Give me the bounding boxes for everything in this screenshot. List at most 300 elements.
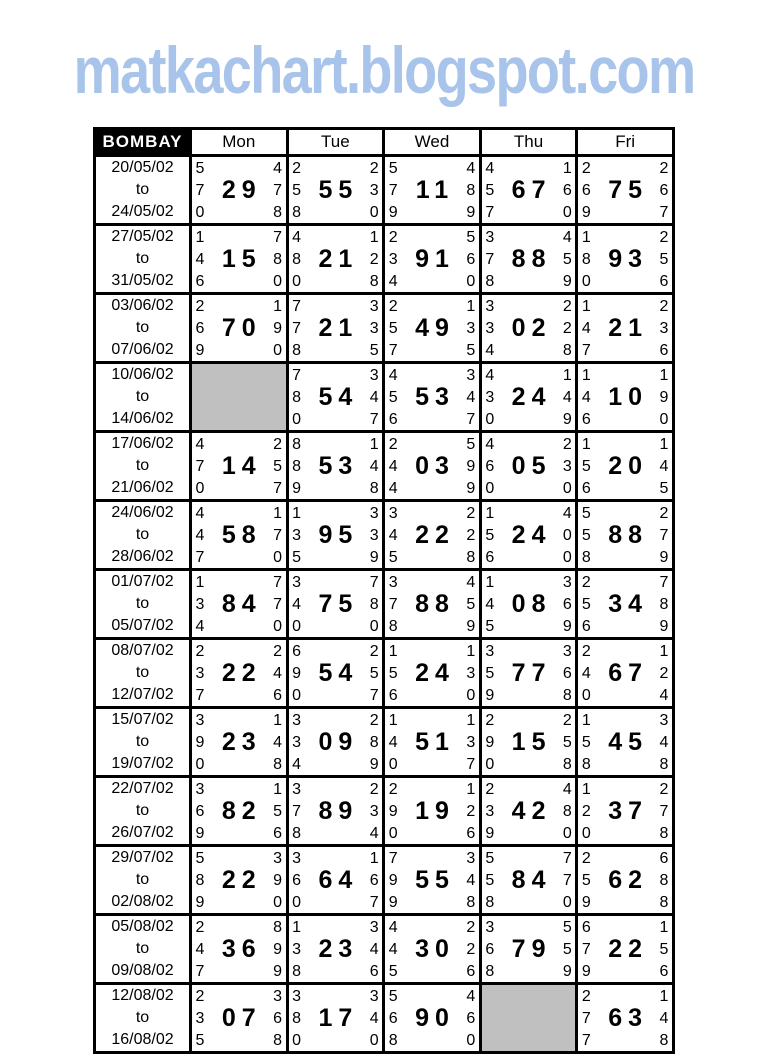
panna-digit: 2 xyxy=(581,642,591,660)
close-panna xyxy=(658,296,672,361)
result-cell-thu xyxy=(480,846,577,915)
panna-digit: 4 xyxy=(195,940,205,958)
open-panna xyxy=(482,779,496,844)
panna-digit: 7 xyxy=(485,250,495,268)
panna-digit: 2 xyxy=(659,297,669,315)
close-panna xyxy=(465,779,479,844)
panna-digit: 7 xyxy=(388,341,398,359)
panna-digit: 4 xyxy=(485,435,495,453)
day-header-wed: Wed xyxy=(384,129,481,156)
result-cell-tue xyxy=(287,984,384,1053)
panna-digit: 4 xyxy=(369,824,379,842)
panna-digit: 3 xyxy=(195,664,205,682)
panna-digit: 7 xyxy=(562,849,572,867)
week-date-range xyxy=(95,846,191,915)
panna-digit: 1 xyxy=(273,297,283,315)
close-panna xyxy=(658,434,672,499)
panna-digit: 3 xyxy=(562,642,572,660)
close-panna xyxy=(272,296,286,361)
panna-digit: 5 xyxy=(388,388,398,406)
panna-digit: 3 xyxy=(659,319,669,337)
panna-digit: 2 xyxy=(581,802,591,820)
panna-digit: 6 xyxy=(485,457,495,475)
panna-digit: 2 xyxy=(485,780,495,798)
panna-digit: 8 xyxy=(292,962,302,980)
open-panna xyxy=(192,296,206,361)
result-cell-content xyxy=(482,158,576,223)
panna-digit: 5 xyxy=(466,341,476,359)
panna-digit: 8 xyxy=(485,962,495,980)
jodi-number: 53 xyxy=(415,382,455,411)
jodi-number: 70 xyxy=(221,313,262,342)
result-cell-wed xyxy=(384,915,481,984)
panna-digit: 4 xyxy=(292,755,302,773)
panna-digit: 5 xyxy=(562,940,572,958)
result-cell-wed xyxy=(384,570,481,639)
panna-digit: 1 xyxy=(369,849,379,867)
week-date-range xyxy=(95,501,191,570)
result-cell-mon xyxy=(191,156,288,225)
panna-digit: 4 xyxy=(659,457,669,475)
week-date-range xyxy=(95,777,191,846)
close-panna xyxy=(272,710,286,775)
open-panna xyxy=(482,710,496,775)
panna-digit: 4 xyxy=(388,366,398,384)
panna-digit: 6 xyxy=(369,871,379,889)
open-panna xyxy=(289,158,303,223)
result-cell-content xyxy=(578,503,672,568)
panna-digit: 5 xyxy=(273,457,283,475)
result-cell-content xyxy=(289,227,383,292)
result-cell-thu xyxy=(480,915,577,984)
panna-digit: 4 xyxy=(388,526,398,544)
panna-digit: 8 xyxy=(273,250,283,268)
panna-digit: 2 xyxy=(388,228,398,246)
result-cell-content xyxy=(482,503,576,568)
panna-digit: 0 xyxy=(562,203,572,221)
panna-digit: 5 xyxy=(369,664,379,682)
panna-digit: 5 xyxy=(581,595,591,613)
result-cell-content xyxy=(289,503,383,568)
panna-digit: 1 xyxy=(581,711,591,729)
day-header-thu: Thu xyxy=(480,129,577,156)
result-cell-fri xyxy=(577,708,674,777)
date-to: 14/06/02 xyxy=(111,410,174,427)
panna-digit: 8 xyxy=(369,479,379,497)
open-panna xyxy=(289,572,303,637)
panna-digit: 8 xyxy=(581,755,591,773)
open-panna xyxy=(578,434,592,499)
close-panna xyxy=(368,503,382,568)
panna-digit: 7 xyxy=(485,203,495,221)
panna-digit: 0 xyxy=(273,617,283,635)
panna-digit: 3 xyxy=(659,711,669,729)
panna-digit: 9 xyxy=(273,871,283,889)
panna-digit: 9 xyxy=(581,203,591,221)
panna-digit: 9 xyxy=(466,479,476,497)
panna-digit: 4 xyxy=(195,526,205,544)
close-panna xyxy=(465,572,479,637)
panna-digit: 5 xyxy=(485,181,495,199)
result-cell-fri xyxy=(577,432,674,501)
result-cell-wed xyxy=(384,984,481,1053)
close-panna xyxy=(561,158,575,223)
panna-digit: 0 xyxy=(195,479,205,497)
panna-digit: 0 xyxy=(195,755,205,773)
panna-digit: 4 xyxy=(562,780,572,798)
result-cell-wed xyxy=(384,294,481,363)
panna-digit: 9 xyxy=(273,319,283,337)
jodi-number: 75 xyxy=(608,175,649,204)
panna-digit: 8 xyxy=(273,918,283,936)
result-cell-content xyxy=(578,917,672,982)
panna-digit: 8 xyxy=(292,341,302,359)
result-cell-content xyxy=(482,572,576,637)
result-cell-mon xyxy=(191,432,288,501)
close-panna xyxy=(658,986,672,1051)
result-cell-content xyxy=(192,779,286,844)
result-cell-content xyxy=(482,710,576,775)
panna-digit: 8 xyxy=(195,871,205,889)
panna-digit: 0 xyxy=(369,1031,379,1049)
panna-digit: 8 xyxy=(485,272,495,290)
panna-digit: 5 xyxy=(562,250,572,268)
panna-digit: 4 xyxy=(562,228,572,246)
open-panna xyxy=(482,641,496,706)
close-panna xyxy=(368,434,382,499)
open-panna xyxy=(385,917,399,982)
result-cell-content xyxy=(385,779,479,844)
result-cell-wed xyxy=(384,639,481,708)
result-cell-mon xyxy=(191,846,288,915)
open-panna xyxy=(289,641,303,706)
jodi-number: 29 xyxy=(221,175,262,204)
panna-digit: 3 xyxy=(485,319,495,337)
header-row xyxy=(95,129,674,156)
result-cell-fri xyxy=(577,984,674,1053)
result-cell-content xyxy=(578,365,672,430)
panna-digit: 6 xyxy=(388,410,398,428)
site-title: matkachart.blogspot.com xyxy=(73,33,695,107)
panna-digit: 4 xyxy=(485,159,495,177)
date-to-word: to xyxy=(135,733,150,750)
panna-digit: 4 xyxy=(195,617,205,635)
open-panna xyxy=(289,227,303,292)
panna-digit: 3 xyxy=(292,987,302,1005)
open-panna xyxy=(578,296,592,361)
panna-digit: 4 xyxy=(466,871,476,889)
panna-digit: 7 xyxy=(388,595,398,613)
jodi-number: 58 xyxy=(221,520,262,549)
panna-digit: 2 xyxy=(195,297,205,315)
close-panna xyxy=(561,296,575,361)
panna-digit: 5 xyxy=(581,526,591,544)
panna-digit: 2 xyxy=(369,711,379,729)
panna-digit: 1 xyxy=(369,435,379,453)
panna-digit: 1 xyxy=(466,711,476,729)
result-cell-content xyxy=(289,365,383,430)
panna-digit: 6 xyxy=(195,272,205,290)
close-panna xyxy=(465,365,479,430)
result-cell-content xyxy=(578,986,672,1051)
panna-digit: 4 xyxy=(466,987,476,1005)
panna-digit: 9 xyxy=(273,940,283,958)
panna-digit: 2 xyxy=(273,435,283,453)
close-panna xyxy=(561,917,575,982)
close-panna xyxy=(561,779,575,844)
result-cell-mon xyxy=(191,225,288,294)
panna-digit: 9 xyxy=(562,410,572,428)
panna-digit: 7 xyxy=(369,410,379,428)
jodi-number: 95 xyxy=(318,520,359,549)
panna-digit: 2 xyxy=(195,918,205,936)
panna-digit: 4 xyxy=(388,733,398,751)
jodi-number: 22 xyxy=(415,520,455,549)
date-from: 17/06/02 xyxy=(111,435,174,452)
result-cell-content xyxy=(192,848,286,913)
panna-digit: 5 xyxy=(292,548,302,566)
panna-digit: 2 xyxy=(369,250,379,268)
result-cell-content xyxy=(482,917,576,982)
panna-digit: 5 xyxy=(659,940,669,958)
close-panna xyxy=(658,227,672,292)
panna-digit: 1 xyxy=(485,504,495,522)
panna-digit: 7 xyxy=(195,548,205,566)
close-panna xyxy=(658,710,672,775)
panna-digit: 5 xyxy=(485,871,495,889)
panna-digit: 9 xyxy=(485,824,495,842)
week-row xyxy=(95,363,674,432)
open-panna xyxy=(482,434,496,499)
close-panna xyxy=(272,779,286,844)
result-cell-thu xyxy=(480,777,577,846)
panna-digit: 3 xyxy=(195,780,205,798)
panna-digit: 1 xyxy=(562,159,572,177)
panna-digit: 6 xyxy=(562,664,572,682)
panna-digit: 3 xyxy=(369,802,379,820)
close-panna xyxy=(272,434,286,499)
date-to: 16/08/02 xyxy=(111,1031,174,1048)
panna-digit: 6 xyxy=(466,824,476,842)
panna-digit: 5 xyxy=(292,181,302,199)
panna-digit: 7 xyxy=(388,849,398,867)
panna-digit: 7 xyxy=(659,573,669,591)
result-cell-mon xyxy=(191,570,288,639)
panna-digit: 6 xyxy=(195,802,205,820)
panna-digit: 8 xyxy=(581,548,591,566)
panna-digit: 7 xyxy=(273,181,283,199)
jodi-number: 24 xyxy=(511,382,552,411)
result-cell-fri xyxy=(577,846,674,915)
result-cell-content xyxy=(289,848,383,913)
panna-digit: 4 xyxy=(466,159,476,177)
panna-digit: 1 xyxy=(659,642,669,660)
result-cell-content xyxy=(385,158,479,223)
panna-digit: 7 xyxy=(273,573,283,591)
panna-digit: 0 xyxy=(485,755,495,773)
week-date-range xyxy=(95,156,191,225)
jodi-number: 51 xyxy=(415,727,455,756)
panna-digit: 4 xyxy=(369,940,379,958)
open-panna xyxy=(578,503,592,568)
panna-digit: 5 xyxy=(466,435,476,453)
panna-digit: 3 xyxy=(369,918,379,936)
open-panna xyxy=(289,434,303,499)
close-panna xyxy=(272,227,286,292)
result-cell-content xyxy=(385,365,479,430)
result-cell-fri xyxy=(577,639,674,708)
panna-digit: 4 xyxy=(292,228,302,246)
open-panna xyxy=(578,227,592,292)
panna-digit: 1 xyxy=(659,918,669,936)
result-cell-content xyxy=(385,434,479,499)
close-panna xyxy=(465,986,479,1051)
panna-digit: 7 xyxy=(273,479,283,497)
panna-digit: 2 xyxy=(466,526,476,544)
week-row xyxy=(95,708,674,777)
panna-digit: 5 xyxy=(195,849,205,867)
result-cell-wed xyxy=(384,846,481,915)
result-cell-content xyxy=(385,710,479,775)
result-cell-fri xyxy=(577,570,674,639)
panna-digit: 7 xyxy=(562,871,572,889)
open-panna xyxy=(192,986,206,1051)
panna-digit: 8 xyxy=(292,203,302,221)
panna-digit: 1 xyxy=(466,642,476,660)
panna-digit: 7 xyxy=(273,595,283,613)
panna-digit: 0 xyxy=(273,548,283,566)
week-row xyxy=(95,846,674,915)
panna-digit: 4 xyxy=(369,457,379,475)
panna-digit: 3 xyxy=(292,733,302,751)
panna-digit: 3 xyxy=(388,250,398,268)
date-from: 24/06/02 xyxy=(111,504,174,521)
result-cell-wed xyxy=(384,708,481,777)
panna-digit: 1 xyxy=(581,435,591,453)
panna-digit: 3 xyxy=(466,319,476,337)
panna-digit: 8 xyxy=(292,388,302,406)
close-panna xyxy=(465,503,479,568)
panna-digit: 0 xyxy=(562,893,572,911)
panna-digit: 9 xyxy=(369,755,379,773)
open-panna xyxy=(578,641,592,706)
jodi-number: 90 xyxy=(415,1003,455,1032)
panna-digit: 5 xyxy=(466,595,476,613)
close-panna xyxy=(465,227,479,292)
panna-digit: 2 xyxy=(369,159,379,177)
panna-digit: 7 xyxy=(195,181,205,199)
panna-digit: 3 xyxy=(273,849,283,867)
close-panna xyxy=(368,365,382,430)
date-to: 02/08/02 xyxy=(111,893,174,910)
open-panna xyxy=(385,158,399,223)
panna-digit: 6 xyxy=(485,940,495,958)
open-panna xyxy=(192,710,206,775)
result-cell-tue xyxy=(287,777,384,846)
open-panna xyxy=(192,779,206,844)
panna-digit: 4 xyxy=(466,573,476,591)
panna-digit: 8 xyxy=(659,595,669,613)
panna-digit: 3 xyxy=(195,1009,205,1027)
panna-digit: 1 xyxy=(273,504,283,522)
panna-digit: 6 xyxy=(659,849,669,867)
panna-digit: 0 xyxy=(273,272,283,290)
date-to-word: to xyxy=(135,526,150,543)
panna-digit: 2 xyxy=(659,228,669,246)
panna-digit: 5 xyxy=(581,733,591,751)
panna-digit: 0 xyxy=(562,479,572,497)
week-row xyxy=(95,432,674,501)
panna-digit: 7 xyxy=(369,893,379,911)
panna-digit: 9 xyxy=(195,824,205,842)
panna-digit: 9 xyxy=(562,962,572,980)
date-from: 22/07/02 xyxy=(111,780,174,797)
panna-digit: 8 xyxy=(292,435,302,453)
panna-digit: 5 xyxy=(485,617,495,635)
panna-digit: 6 xyxy=(466,1009,476,1027)
panna-digit: 7 xyxy=(292,802,302,820)
panna-digit: 7 xyxy=(581,341,591,359)
week-row xyxy=(95,156,674,225)
result-cell-content xyxy=(482,296,576,361)
panna-digit: 1 xyxy=(292,504,302,522)
result-cell-content xyxy=(192,503,286,568)
panna-digit: 0 xyxy=(466,686,476,704)
panna-digit: 7 xyxy=(195,962,205,980)
day-header-mon: Mon xyxy=(191,129,288,156)
panna-digit: 6 xyxy=(388,686,398,704)
panna-digit: 3 xyxy=(485,228,495,246)
close-panna xyxy=(368,848,382,913)
panna-digit: 3 xyxy=(273,987,283,1005)
result-cell-content xyxy=(385,917,479,982)
panna-digit: 4 xyxy=(388,272,398,290)
panna-digit: 6 xyxy=(562,595,572,613)
close-panna xyxy=(658,158,672,223)
empty-cell-thu xyxy=(480,984,577,1053)
jodi-number: 30 xyxy=(415,934,455,963)
panna-digit: 8 xyxy=(273,755,283,773)
panna-digit: 9 xyxy=(659,388,669,406)
close-panna xyxy=(658,848,672,913)
jodi-number: 15 xyxy=(511,727,552,756)
result-cell-content xyxy=(578,572,672,637)
panna-digit: 0 xyxy=(292,1031,302,1049)
panna-digit: 6 xyxy=(369,962,379,980)
result-cell-fri xyxy=(577,294,674,363)
jodi-number: 64 xyxy=(318,865,359,894)
result-cell-content xyxy=(385,227,479,292)
panna-digit: 8 xyxy=(273,1031,283,1049)
panna-digit: 1 xyxy=(273,711,283,729)
close-panna xyxy=(465,158,479,223)
panna-digit: 6 xyxy=(581,617,591,635)
jodi-number: 88 xyxy=(608,520,649,549)
close-panna xyxy=(465,296,479,361)
jodi-number: 67 xyxy=(608,658,649,687)
panna-digit: 6 xyxy=(659,272,669,290)
panna-digit: 4 xyxy=(388,940,398,958)
close-panna xyxy=(272,158,286,223)
panna-digit: 2 xyxy=(659,664,669,682)
panna-digit: 0 xyxy=(562,526,572,544)
panna-digit: 2 xyxy=(485,711,495,729)
close-panna xyxy=(561,572,575,637)
open-panna xyxy=(385,227,399,292)
week-date-range xyxy=(95,915,191,984)
jodi-number: 91 xyxy=(415,244,455,273)
jodi-number: 84 xyxy=(511,865,552,894)
